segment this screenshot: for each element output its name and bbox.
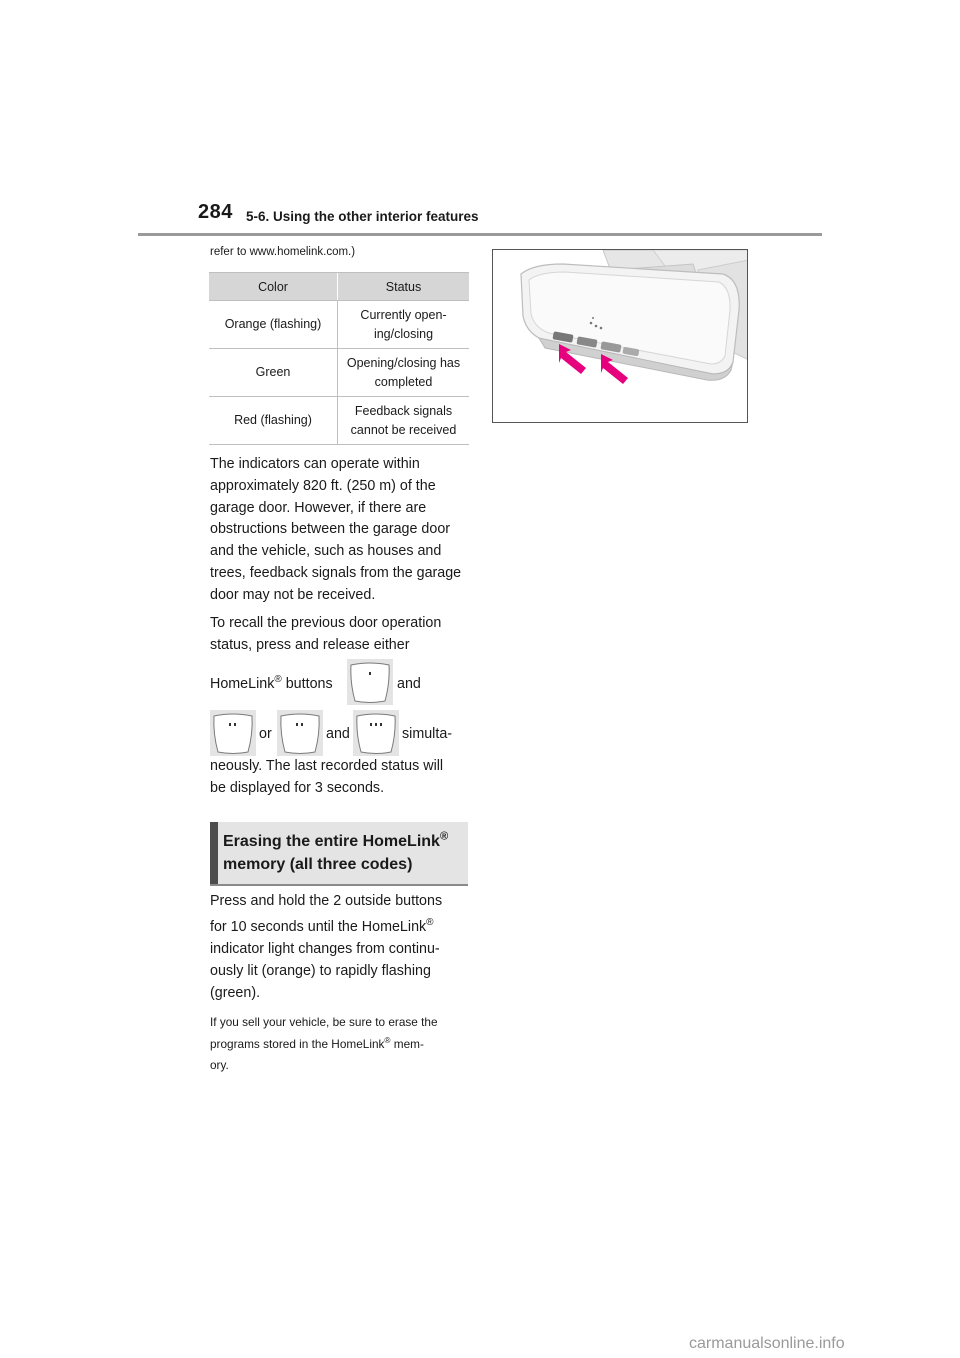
recall-line-5: be displayed for 3 seconds. <box>210 780 385 796</box>
watermark: carmanualsonline.info <box>689 1335 845 1352</box>
homelink-button-3-icon <box>353 710 399 756</box>
note-line-2-end: mem- <box>390 1036 424 1051</box>
table-header-color: Color <box>209 273 338 301</box>
erase-rest: indicator light changes from continu-ously lit (orange) to rapidly flashing (green). <box>210 941 440 1001</box>
erase-line-2-text: for 10 seconds until the HomeLink <box>210 919 427 935</box>
note-line-2: programs stored in the HomeLink <box>210 1036 385 1051</box>
recall-line-2: status, press and release either <box>210 637 410 653</box>
recall-homelink-text <box>210 676 333 692</box>
and-word-2: and <box>326 726 350 742</box>
note-line-3: ory. <box>210 1058 229 1072</box>
mirror-illustration <box>492 249 748 423</box>
registered-mark: ® <box>274 674 282 686</box>
section-title: 5-6. Using the other interior features <box>246 209 479 224</box>
recall-line-4: neously. The last recorded status will <box>210 758 444 774</box>
status-table <box>209 272 469 445</box>
table-cell-color: Red (flashing) <box>209 397 338 445</box>
erase-heading <box>210 822 468 886</box>
erase-heading-text <box>223 830 468 876</box>
table-row <box>209 349 469 397</box>
table-cell-color: Orange (flashing) <box>209 301 338 349</box>
paragraph-range: The indicators can operate within approximately 820 ft. (250 m) of the garage door. However, if there are obstructions between the garage door and the vehicle, such as houses and trees, feedback signals from the garage door may not be received. <box>210 456 462 603</box>
note-line-1: If you sell your vehicle, be sure to erase the <box>210 1015 438 1029</box>
table-row <box>209 397 469 445</box>
homelink-button-1-icon <box>347 659 393 705</box>
heading-accent-bar <box>210 822 218 884</box>
table-cell-status: Opening/closing has completed <box>338 349 470 397</box>
table-header-row <box>209 273 469 301</box>
header-rule <box>138 233 822 236</box>
buttons-word: buttons <box>285 676 333 692</box>
note-text <box>210 1012 472 1077</box>
erase-line-2 <box>210 917 472 939</box>
recall-line-1: To recall the previous door operation <box>210 615 442 631</box>
erase-line-1: Press and hold the 2 outside buttons <box>210 893 443 909</box>
homelink-button-2b-icon <box>277 710 323 756</box>
mirror-svg <box>493 250 748 423</box>
or-word: or <box>259 726 272 742</box>
registered-mark: ® <box>384 1035 391 1045</box>
registered-mark: ® <box>426 917 434 929</box>
page-number: 284 <box>198 201 233 223</box>
registered-mark: ® <box>439 830 449 843</box>
erase-heading-line-2: memory (all three codes) <box>223 856 413 873</box>
table-cell-color: Green <box>209 349 338 397</box>
continued-text: refer to www.homelink.com.) <box>210 246 356 258</box>
erase-heading-line-1: Erasing the entire HomeLink <box>223 833 440 850</box>
table-row <box>209 301 469 349</box>
and-word-1: and <box>397 676 421 692</box>
simulta-word: simulta- <box>402 726 453 742</box>
table-cell-status: Currently open-ing/closing <box>338 301 470 349</box>
homelink-button-2-icon <box>210 710 256 756</box>
homelink-word: HomeLink <box>210 676 275 692</box>
table-header-status: Status <box>338 273 470 301</box>
table-cell-status: Feedback signals cannot be received <box>338 397 470 445</box>
